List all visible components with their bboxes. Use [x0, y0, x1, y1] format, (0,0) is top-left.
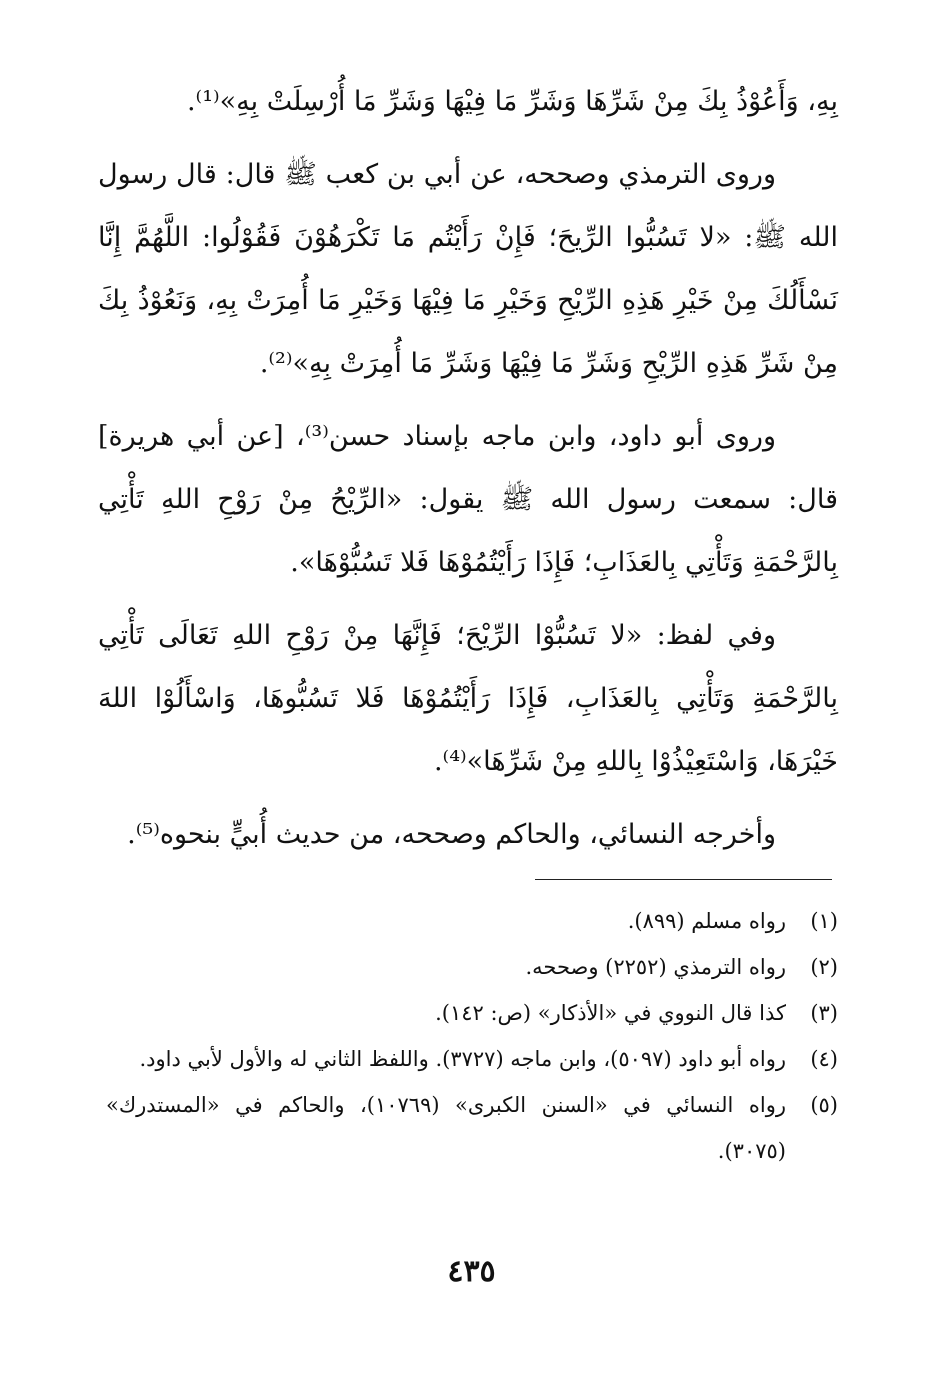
footnote-number: (٥): [810, 1093, 838, 1117]
footnote-text: رواه الترمذي (٢٢٥٢) وصححه.: [525, 955, 786, 979]
footnote-3: [106, 990, 838, 1036]
footnote-divider: [535, 879, 832, 880]
paragraph-other-wording: وفي لفظ: «لا تَسُبُّوْا الرِّيْحَ؛ فَإِنَّهَا مِنْ رَوْحِ اللهِ تَعَالَى تَأْتِي بِالرَّحْمَةِ وَتَأْتِي بِالعَذَابِ، فَإِذَا رَأَيْتُمُوْهَا فَلا تَسُبُّوهَا، وَاسْأَلُوْا اللهَ خَيْرَهَا، وَاسْتَعِيْذُوْا بِاللهِ مِنْ شَرِّهَا»⁽⁴⁾.: [98, 620, 838, 777]
footnote-number: (٤): [810, 1047, 838, 1071]
footnote-text: كذا قال النووي في «الأذكار» (ص: ١٤٢).: [435, 1001, 786, 1025]
footnote-number: (٣): [810, 1001, 838, 1025]
paragraph-abu-dawud-hadith: وروى أبو داود، وابن ماجه بإسناد حسن⁽³⁾، [عن أبي هريرة] قال: سمعت رسول الله ﷺ يقول: «الرِّيْحُ مِنْ رَوْحِ اللهِ تَأْتِي بِالرَّحْمَةِ وَتَأْتِي بِالعَذَابِ؛ فَإِذَا رَأَيْتُمُوْهَا فَلا تَسُبُّوْهَا».: [98, 421, 838, 578]
footnote-text: رواه مسلم (٨٩٩).: [627, 909, 786, 933]
footnote-4: [106, 1036, 838, 1082]
footnote-text: رواه أبو داود (٥٠٩٧)، وابن ماجه (٣٧٢٧). واللفظ الثاني له والأول لأبي داود.: [139, 1047, 786, 1071]
main-text: [98, 70, 838, 876]
footnote-text: رواه النسائي في «السنن الكبرى» (١٠٧٦٩)، والحاكم في «المستدرك» (٣٠٧٥).: [106, 1093, 786, 1163]
paragraph-nasai-hakim: وأخرجه النسائي، والحاكم وصححه، من حديث أُبيٍّ بنحوه⁽⁵⁾.: [127, 819, 776, 850]
footnote-1: [106, 898, 838, 944]
footnotes: [106, 898, 838, 1174]
footnote-2: [106, 944, 838, 990]
page-number: ٤٣٥: [447, 1254, 496, 1289]
footnote-5: [106, 1082, 838, 1174]
footnote-number: (١): [810, 909, 838, 933]
footnote-number: (٢): [810, 955, 838, 979]
paragraph-continuation: بِهِ، وَأَعُوْذُ بِكَ مِنْ شَرِّهَا وَشَرِّ مَا فِيْهَا وَشَرِّ مَا أُرْسِلَتْ بِهِ»⁽¹⁾.: [186, 86, 838, 117]
paragraph-tirmidhi-hadith: وروى الترمذي وصححه، عن أبي بن كعب ﷺ قال: قال رسول الله ﷺ: «لا تَسُبُّوا الرِّيحَ؛ فَإِنْ رَأَيْتُم مَا تَكْرَهُوْنَ فَقُوْلُوا: اللَّهُمَّ إِنَّا نَسْأَلُكَ مِنْ خَيْرِ هَذِهِ الرِّيْحِ وَخَيْرِ مَا فِيْهَا وَخَيْرِ مَا أُمِرَتْ بِهِ، وَنَعُوْذُ بِكَ مِنْ شَرِّ هَذِهِ الرِّيْحِ وَشَرِّ مَا فِيْهَا وَشَرِّ مَا أُمِرَتْ بِهِ»⁽²⁾.: [98, 159, 838, 379]
